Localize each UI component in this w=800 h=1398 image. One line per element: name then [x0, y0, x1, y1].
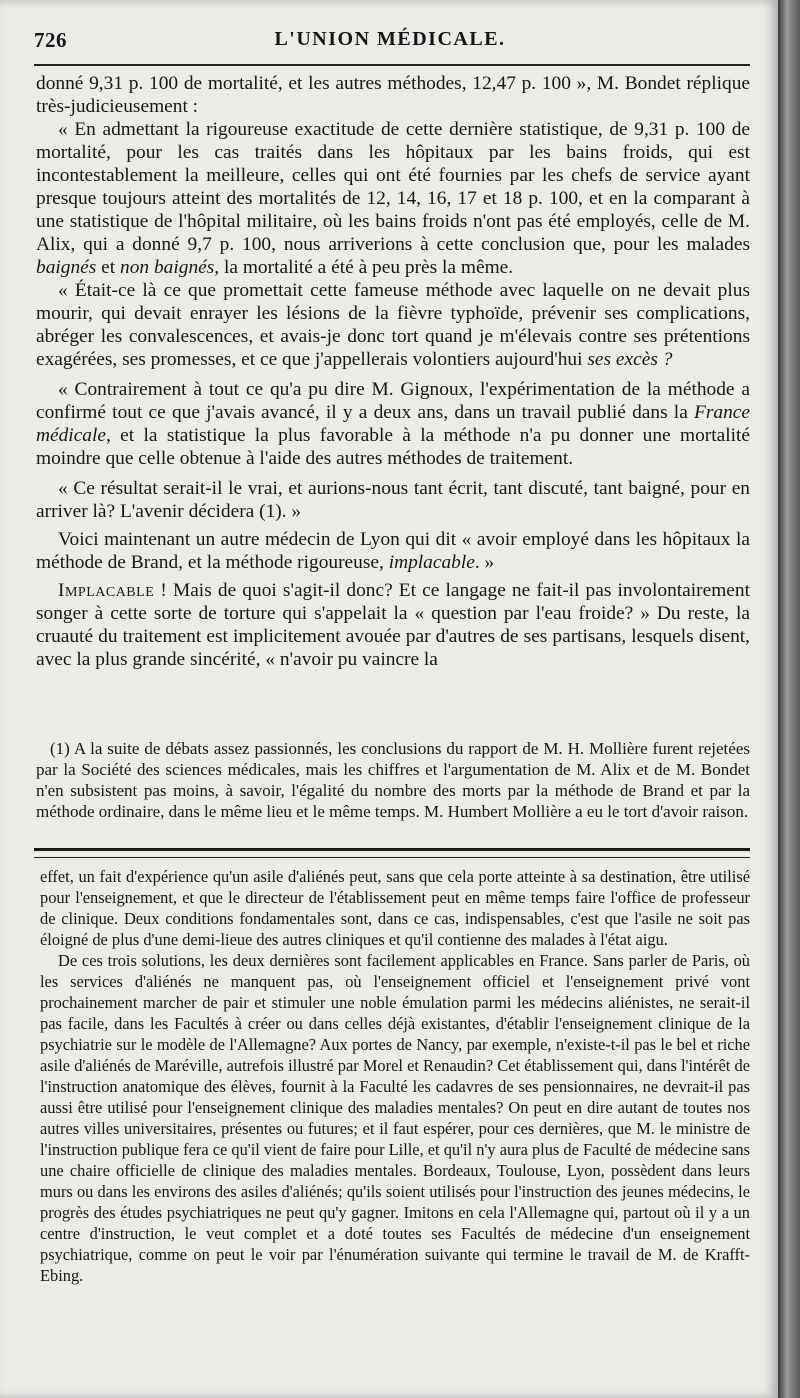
second-article [40, 866, 750, 1286]
paragraph: effet, un fait d'expérience qu'un asile d'aliénés peut, sans que cela porte atteinte à sa destination, être utilisé pour l'enseignement, et que le directeur de l'établissement peut en même temps faire l'office de professeur de clinique. Deux conditions fondamentales sont, dans ce cas, indispensables, c'est que l'asile ne soit pas éloigné de plus d'une demi-lieue des autres cliniques et qu'il contienne des malades à l'état aigu. [40, 867, 750, 949]
paragraph: donné 9,31 p. 100 de mortalité, et les autres méthodes, 12,47 p. 100 », M. Bondet réplique très-judicieusement : [36, 73, 750, 117]
paragraph: « Contrairement à tout ce qu'a pu dire M. Gignoux, l'expérimentation de la méthode a confirmé tout ce que j'avais avancé, il y a deux ans, dans un travail publié dans la France médicale, et la statistique la plus favorable à la méthode n'a pu donner une mortalité moindre que celle obtenue à l'aide des autres méthodes de traitement. [36, 379, 750, 469]
section-divider [34, 848, 750, 858]
paragraph: « Ce résultat serait-il le vrai, et aurions-nous tant écrit, tant discuté, tant baigné, pour en arriver là? L'avenir décidera (1). » [36, 478, 750, 522]
main-text [36, 72, 750, 671]
page-number: 726 [34, 28, 67, 52]
smallcaps-word: Implacable [58, 580, 155, 601]
paragraph: Implacable ! Mais de quoi s'agit-il donc? Et ce langage ne fait-il pas involontairement songer à cette sorte de torture qui s'appelait la « question par l'eau froide? » Du reste, la cruauté du traitement est implicitement avouée par d'autres de ses partisans, lesquels disent, avec la plus grande sincérité, « n'avoir pu vaincre la [36, 580, 750, 670]
paragraph: De ces trois solutions, les deux dernières sont facilement applicables en France. Sans parler de Paris, où les services d'aliénés ne manquent pas, où l'enseignement officiel et l'enseignement privé vont prochainement marcher de pair et stimuler une noble émulation parmi les médecins aliénistes, ne serait-il pas facile, dans les Facultés à créer ou dans celles déjà existantes, d'établir l'enseignement clinique de la psychiatrie sur le modèle de l'Allemagne? Aux portes de Nancy, par exemple, n'existe-t-il pas le bel et riche asile d'aliénés de Maréville, autrefois illustré par Morel et Renaudin? Cet établissement qui, dans l'intérêt de l'instruction anatomique des élèves, fournit à la Faculté les cadavres de ses pensionnaires, ne devrait-il pas aussi être utilisé pour l'enseignement clinique des maladies mentales? On peut en dire autant de toutes nos autres villes universitaires, présentes ou futures; et il faut espérer, pour ces dernières, que M. le ministre de l'instruction publique fera ce qu'il vient de faire pour Lille, et qu'il n'y aura plus de Faculté de médecine sans une chaire officielle de clinique des maladies mentales. Bordeaux, Toulouse, Lyon, possèdent dans leurs murs ou dans les environs des asiles d'aliénés; qu'ils soient utilisés pour l'instruction des jeunes médecins, le progrès des études psychiatriques ne peut qu'y gagner. Imitons en cela l'Allemagne qui, partout où il y a un centre d'instruction, le veut complet et a doté toutes ses Facultés de médecine d'un enseignement psychiatrique, comme on peut le voir par l'énumération suivante qui termine le travail de M. de Krafft-Ebing. [40, 951, 751, 1285]
italic-text: baignés [36, 257, 97, 278]
italic-text: non baignés [120, 257, 215, 278]
paragraph: « En admettant la rigoureuse exactitude de cette dernière statistique, de 9,31 p. 100 de mortalité, pour les cas traités dans les hôpitaux par les bains froids, qui est incontestablement la meilleure, celles qui ont été fournies par les chefs de service ayant presque toujours atteint des mortalités de 12, 14, 16, 17 et 18 p. 100, et en la comparant à une statistique de l'hôpital militaire, où les bains froids n'ont pas été employés, celle de M. Alix, qui a donné 9,7 p. 100, nous arriverions à cette conclusion que, pour les malades baignés et non baignés, la mortalité a été à peu près la même. [36, 119, 750, 278]
footnote [36, 738, 750, 822]
italic-text: implacable [388, 552, 475, 573]
header-rule [34, 64, 750, 66]
italic-text: France médicale [36, 402, 750, 446]
paragraph: Voici maintenant un autre médecin de Lyon qui dit « avoir employé dans les hôpitaux la méthode de Brand, et la méthode rigoureuse, implacable. » [36, 529, 750, 573]
page-header [34, 28, 746, 58]
footnote-text: (1) A la suite de débats assez passionnés, les conclusions du rapport de M. H. Mollière furent rejetées par la Société des sciences médicales, mais les chiffres et l'argumentation de M. Alix et de M. Bondet n'en subsistent pas moins, à savoir, l'égalité du nombre des morts par la méthode de Brand et par la méthode ordinaire, dans le même lieu et le même temps. M. Humbert Mollière a eu le tort d'avoir raison. [36, 739, 750, 821]
paragraph: « Était-ce là ce que promettait cette fameuse méthode avec laquelle on ne devait plus mourir, qui devait enrayer les lésions de la fièvre typhoïde, prévenir ses complications, abréger les convalescences, et avais-je donc tort quand je m'élevais contre ses prétentions exagérées, ses promesses, et ce que j'appellerais volontiers aujourd'hui ses excès ? [36, 280, 750, 370]
running-title: L'UNION MÉDICALE. [274, 28, 506, 50]
page-edge [778, 0, 800, 1398]
italic-text: ses excès ? [587, 349, 673, 370]
